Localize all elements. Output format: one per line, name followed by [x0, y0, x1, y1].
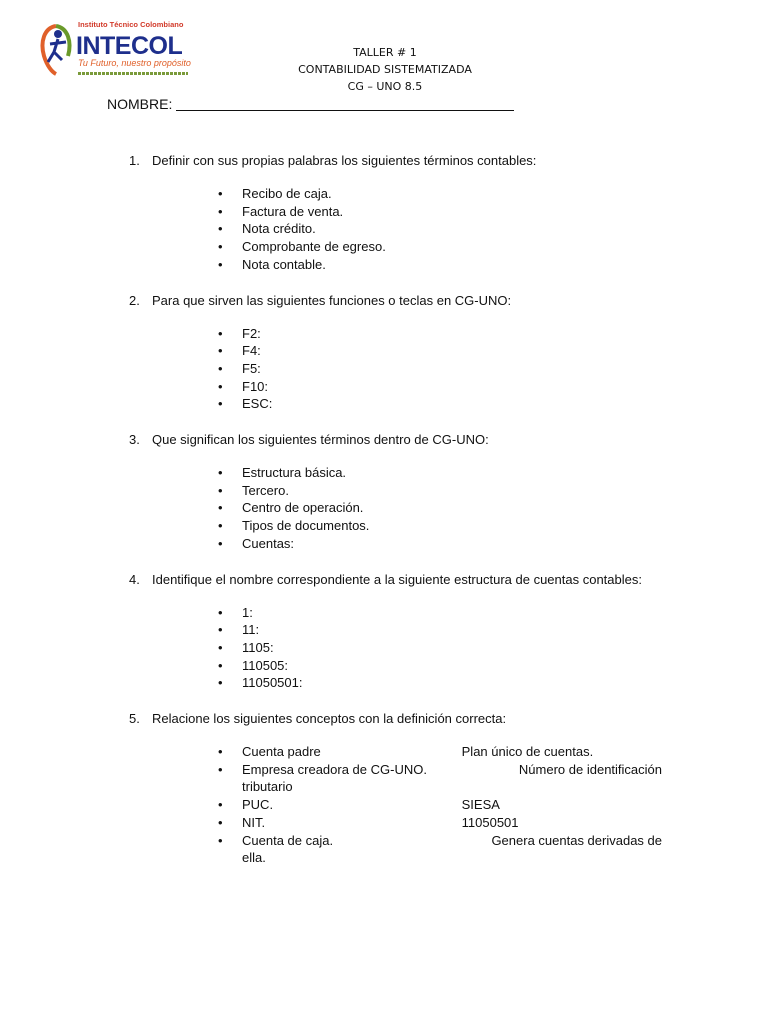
list-item: • Centro de operación.	[218, 500, 364, 516]
bullet-icon: •	[218, 675, 223, 691]
bullet-icon: •	[218, 325, 223, 341]
question-5	[107, 710, 662, 867]
question-2	[107, 292, 662, 414]
question-items	[152, 464, 662, 553]
question-text: Que significan los siguientes términos dentro de CG-UNO:	[152, 432, 489, 448]
matching-row	[218, 796, 662, 814]
header-title: TALLER # 1	[353, 46, 417, 59]
list-item: • 11:	[218, 622, 260, 638]
definition: Número de identificación	[518, 761, 662, 777]
definition: Genera cuentas derivadas de	[491, 832, 662, 848]
list-item: • F10:	[218, 378, 269, 394]
bullet-icon: •	[218, 239, 223, 255]
matching-row	[218, 761, 662, 796]
list-item: • Factura de venta.	[218, 203, 344, 219]
question-3	[107, 431, 662, 553]
header-software: CG – UNO 8.5	[347, 80, 423, 93]
question-number: 4.	[129, 571, 140, 587]
bullet-icon: •	[218, 482, 223, 498]
list-item: • Nota crédito.	[218, 221, 316, 237]
question-number: 1.	[129, 153, 140, 168]
matching-items	[152, 743, 662, 867]
list-item: • Cuentas:	[218, 535, 295, 551]
definition-continuation: tributario	[242, 779, 293, 795]
bullet-icon: •	[218, 203, 223, 219]
list-item: • F2:	[218, 325, 261, 341]
bullet-icon: •	[218, 256, 223, 272]
bullet-icon: •	[218, 186, 223, 201]
question-number: 2.	[129, 292, 140, 308]
question-4	[107, 571, 662, 693]
list-item: • F4:	[218, 343, 261, 359]
list-item: • Tipos de documentos.	[218, 518, 370, 534]
list-item: • ESC:	[218, 396, 273, 412]
list-item: • F5:	[218, 360, 261, 376]
bullet-icon: •	[218, 465, 223, 481]
list-item: • Tercero.	[218, 482, 289, 498]
definition: SIESA	[461, 797, 500, 813]
list-item: • Recibo de caja.	[218, 186, 332, 201]
question-text: Para que sirven las siguientes funciones o teclas en CG-UNO:	[152, 292, 512, 308]
list-item: • 11050501:	[218, 675, 303, 691]
bullet-icon: •	[218, 500, 223, 516]
bullet-icon: •	[218, 343, 223, 359]
matching-row	[218, 814, 662, 832]
question-text: Identifique el nombre correspondiente a la siguiente estructura de cuentas contables:	[152, 571, 642, 587]
bullet-icon: •	[218, 396, 223, 412]
bullet-icon: •	[218, 832, 223, 848]
bullet-icon: •	[218, 657, 223, 673]
question-number: 5.	[129, 711, 140, 727]
question-items	[152, 325, 662, 414]
document-header	[240, 44, 530, 95]
bullet-icon: •	[218, 378, 223, 394]
list-item: • Estructura básica.	[218, 465, 347, 481]
matching-row	[218, 743, 662, 761]
header-subject: CONTABILIDAD SISTEMATIZADA	[298, 63, 472, 76]
logo-name: INTECOL	[76, 32, 183, 60]
question-number: 3.	[129, 432, 140, 448]
concept: Cuenta padre	[242, 744, 321, 760]
concept: Empresa creadora de CG-UNO.	[242, 761, 427, 777]
definition: 11050501	[461, 814, 519, 830]
name-blank-line[interactable]	[176, 96, 514, 111]
list-item: • Nota contable.	[218, 256, 326, 272]
bullet-icon: •	[218, 535, 223, 551]
bullet-icon: •	[218, 639, 223, 655]
logo-fine-print-line	[78, 72, 188, 75]
bullet-icon: •	[218, 622, 223, 638]
question-1	[107, 152, 662, 274]
logo-figure-icon	[38, 22, 74, 78]
bullet-icon: •	[218, 360, 223, 376]
bullet-icon: •	[218, 814, 223, 830]
logo-top-text: Instituto Técnico Colombiano	[78, 20, 184, 29]
matching-row	[218, 832, 662, 867]
question-text: Definir con sus propias palabras los siguientes términos contables:	[152, 153, 537, 168]
bullet-icon: •	[218, 744, 223, 760]
bullet-icon: •	[218, 221, 223, 237]
list-item: • 1:	[218, 604, 253, 620]
bullet-icon: •	[218, 761, 223, 777]
bullet-icon: •	[218, 518, 223, 534]
concept: PUC.	[242, 797, 274, 813]
list-item: • 110505:	[218, 657, 289, 673]
intecol-logo	[36, 18, 196, 82]
bullet-icon: •	[218, 797, 223, 813]
concept: NIT.	[242, 814, 266, 830]
name-field	[107, 96, 514, 112]
questions-list	[107, 152, 662, 867]
name-label: NOMBRE:	[107, 96, 173, 112]
question-items	[152, 604, 662, 693]
definition-continuation: ella.	[242, 850, 266, 866]
logo-slogan: Tu Futuro, nuestro propósito	[78, 58, 191, 68]
definition: Plan único de cuentas.	[461, 744, 594, 760]
concept: Cuenta de caja.	[242, 832, 334, 848]
bullet-icon: •	[218, 604, 223, 620]
question-text: Relacione los siguientes conceptos con la definición correcta:	[152, 711, 507, 727]
list-item: • 1105:	[218, 639, 274, 655]
list-item: • Comprobante de egreso.	[218, 239, 386, 255]
question-items	[152, 185, 662, 274]
